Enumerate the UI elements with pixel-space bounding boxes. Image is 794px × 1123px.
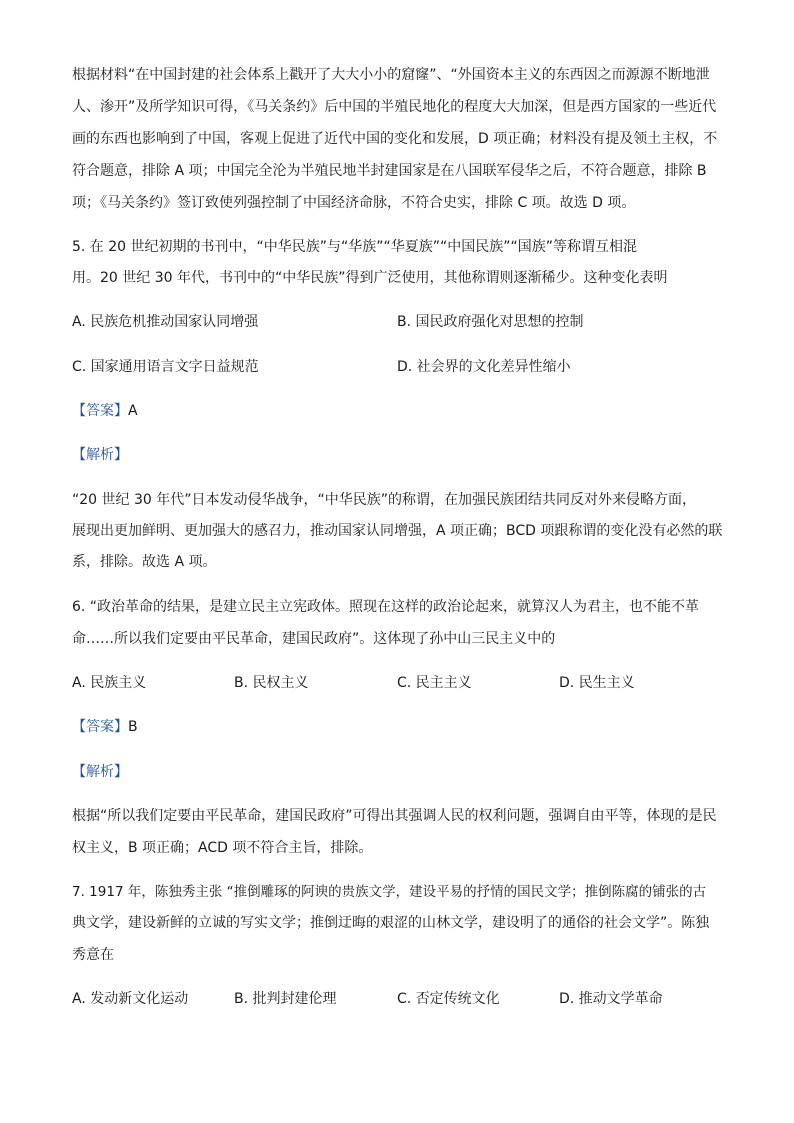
prev-explanation-line: 人、渗开”及所学知识可得，《马关条约》后中国的半殖民地化的程度大大加深，但是西方国家的一些近代 [72,99,717,115]
q7-option-c: C. 否定传统文化 [397,991,500,1007]
q6-analysis-line: 根据“所以我们定要由平民革命，建国民政府”可得出其强调人民的权利问题，强调自由平等，体现的是民 [72,808,717,824]
q5-analysis-line: 系，排除。故选 A 项。 [72,554,217,570]
q7-stem-line: 典文学，建设新鲜的立诚的写实文学；推倒迂晦的艰涩的山林文学，建设明了的通俗的社会文学”。陈独 [72,915,710,931]
analysis-label: 【解析】 [72,447,128,463]
prev-explanation-line: 符合题意，排除 A 项；中国完全沦为半殖民地半封建国家是在八国联军侵华之后，不符合题意，排除 B [72,163,707,179]
q6-analysis-line: 权主义，B 项正确；ACD 项不符合主旨，排除。 [72,840,373,856]
q6-answer [72,717,138,737]
q5-option-c: C. 国家通用语言文字日益规范 [72,359,259,375]
q6-option-a: A. 民族主义 [72,675,147,691]
q5-analysis-line: “20 世纪 30 年代”日本发动侵华战争，“中华民族”的称谓，在加强民族团结共同反对外来侵略方面， [72,492,696,508]
q6-analysis-label [72,762,128,782]
q5-stem-line: 用。20 世纪 30 年代，书刊中的“中华民族”得到广泛使用，其他称谓则逐渐稀少。这种变化表明 [72,270,668,286]
q6-option-b: B. 民权主义 [234,675,309,691]
q7-stem-line: 7. 1917 年，陈独秀主张 “推倒雕琢的阿谀的贵族文学，建设平易的抒情的国民文学；推倒陈腐的铺张的古 [72,884,707,900]
q7-option-d: D. 推动文学革命 [559,991,663,1007]
q6-stem-line: 命……所以我们定要由平民革命，建国民政府”。这体现了孙中山三民主义中的 [72,631,556,647]
q6-stem-line: 6. “政治革命的结果，是建立民主立宪政体。照现在这样的政治论起来，就算汉人为君主，也不能不革 [72,599,700,615]
q7-option-a: A. 发动新文化运动 [72,991,189,1007]
answer-label: 【答案】 [72,403,128,419]
q7-option-b: B. 批判封建伦理 [234,991,337,1007]
q6-option-d: D. 民生主义 [559,675,635,691]
prev-explanation-line: 根据材料“在中国封建的社会体系上戳开了大大小小的窟窿”、“外国资本主义的东西因之而源源不断地泄 [72,67,710,83]
prev-explanation-line: 画的东西也影响到了中国，客观上促进了近代中国的变化和发展，D 项正确；材料没有提及领土主权，不 [72,131,718,147]
q5-stem-line: 5. 在 20 世纪初期的书刊中，“中华民族”与“华族”“华夏族”“中国民族”“国族”等称谓互相混 [72,239,638,255]
answer-value: B [128,719,138,735]
q5-option-d: D. 社会界的文化差异性缩小 [397,359,571,375]
q7-stem-line: 秀意在 [72,947,114,963]
analysis-label: 【解析】 [72,764,128,780]
q5-answer [72,401,138,421]
answer-value: A [128,403,138,419]
answer-label: 【答案】 [72,719,128,735]
q6-option-c: C. 民主主义 [397,675,472,691]
q5-analysis-line: 展现出更加鲜明、更加强大的感召力，推动国家认同增强，A 项正确；BCD 项跟称谓的变化没有必然的联 [72,523,723,539]
q5-option-a: A. 民族危机推动国家认同增强 [72,314,259,330]
q5-option-b: B. 国民政府强化对思想的控制 [397,314,584,330]
prev-explanation-line: 项；《马关条约》签订致使列强控制了中国经济命脉，不符合史实，排除 C 项。故选 D 项。 [72,195,636,211]
q5-analysis-label [72,445,128,465]
